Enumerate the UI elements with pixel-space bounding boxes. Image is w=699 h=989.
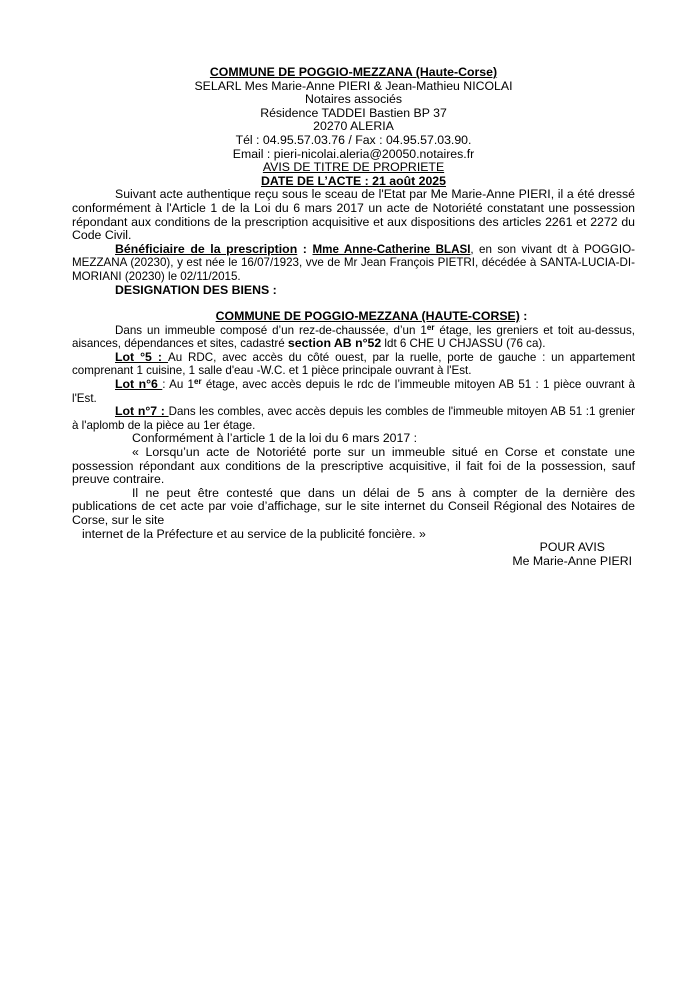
- desc-part-1: Dans un immeuble composé d’un rez-de-chaussée, d’un 1: [115, 323, 427, 337]
- notice-title: AVIS DE TITRE DE PROPRIETE: [262, 160, 445, 175]
- lot-7: [72, 405, 635, 432]
- property-description: [72, 324, 635, 351]
- lot-6-label: Lot n°6: [115, 377, 163, 392]
- phone-fax: Tél : 04.95.57.03.76 / Fax : 04.95.57.03.90.: [235, 132, 472, 147]
- lot-6-sup: er: [194, 377, 202, 387]
- beneficiary-name: Mme Anne-Catherine BLASI: [312, 242, 471, 256]
- desc-sup: er: [426, 322, 435, 332]
- lot-5: [72, 351, 635, 378]
- lot-6-text-a: : Au 1: [162, 378, 194, 392]
- beneficiary-sep: :: [297, 241, 313, 256]
- email: Email : pieri-nicolai.aleria@20050.notaires.fr: [232, 146, 475, 161]
- lot-5-label: Lot °5 :: [115, 349, 169, 364]
- lot-6-text-b: étage, avec accès depuis le rdc de l’immeuble mitoyen AB 51 : 1 pièce ouvrant à l'Est.: [72, 378, 636, 405]
- signature-pour-avis: POUR AVIS: [539, 540, 605, 555]
- cadastral-section: section AB n°52: [287, 336, 382, 351]
- notice-document: [72, 66, 635, 568]
- law-intro: [72, 432, 635, 446]
- signature-name: Me Marie-Anne PIERI: [512, 553, 632, 568]
- property-commune-heading: [72, 310, 635, 324]
- law-contest: Il ne peut être contesté que dans un délai de 5 ans à compter de la dernière des publications de cet acte par voie d’affichage, sur le site internet du Conseil Régional des Notaires de Corse, sur le site: [72, 485, 635, 527]
- law-intro-text: Conformément à l’article 1 de la loi du 6 mars 2017 :: [132, 431, 418, 446]
- act-date: DATE DE L’ACTE : 21 août 2025: [261, 173, 446, 188]
- beneficiary-label: Bénéficiaire de la prescription: [115, 241, 298, 256]
- notary-firm: SELARL Mes Marie-Anne PIERI & Jean-Mathieu NICOLAI: [194, 78, 513, 93]
- property-commune: COMMUNE DE POGGIO-MEZZANA (HAUTE-CORSE): [215, 309, 520, 324]
- desc-part-2: étage, les greniers et toit au-dessus, aisances, dépendances et sites, cadastré: [72, 323, 636, 351]
- header-commune: COMMUNE DE POGGIO-MEZZANA (Haute-Corse): [209, 65, 498, 79]
- address-line-2: 20270 ALERIA: [313, 119, 394, 134]
- lot-7-text: Dans les combles, avec accès depuis les combles de l'immeuble mitoyen AB 51 :1 grenier à l'aplomb de la pièce au 1er étage.: [72, 405, 635, 432]
- lot-7-label: Lot n°7 :: [115, 404, 169, 419]
- beneficiary-paragraph: [72, 243, 635, 284]
- designation-title: DESIGNATION DES BIENS :: [115, 282, 277, 297]
- property-commune-suffix: :: [519, 309, 528, 324]
- beneficiary-details: , en son vivant dt à POGGIO-MEZZANA (20230), y est née le 16/07/1923, vve de Mr Jean François PIETRI, décédée à SANTA-LUCIA-DI-MORIANI (20230) le 02/11/2015.: [72, 242, 635, 283]
- desc-part-3: ldt 6 CHE U CHJASSU (76 ca).: [381, 337, 546, 351]
- lot-5-text: Au RDC, avec accès du côté ouest, par la ruelle, porte de gauche : un appartement comprenant 1 cuisine, 1 salle d'eau -W.C. et 1 pièce principale ouvrant à l'Est.: [72, 350, 636, 378]
- lot-6: [72, 378, 635, 405]
- intro-paragraph: Suivant acte authentique reçu sous le sceau de l'Etat par Me Marie-Anne PIERI, il a été dressé conformément à l'Article 1 de la Loi du 6 mars 2017 un acte de Notoriété constatant une possession répondant aux conditions de la prescription acquisitive et aux dispositions des articles 2261 et 2272 du Code Civil.: [72, 187, 635, 243]
- law-contest-end: internet de la Préfecture et au service de la publicité foncière. »: [82, 526, 426, 541]
- address-line-1: Résidence TADDEI Bastien BP 37: [260, 105, 447, 120]
- law-quote: « Lorsqu’un acte de Notoriété porte sur un immeuble situé en Corse et constate une possession répondant aux conditions de la prescriptive acquisitive, il fait foi de la possession, sauf preuve contraire.: [72, 445, 635, 487]
- notary-role: Notaires associés: [304, 92, 403, 107]
